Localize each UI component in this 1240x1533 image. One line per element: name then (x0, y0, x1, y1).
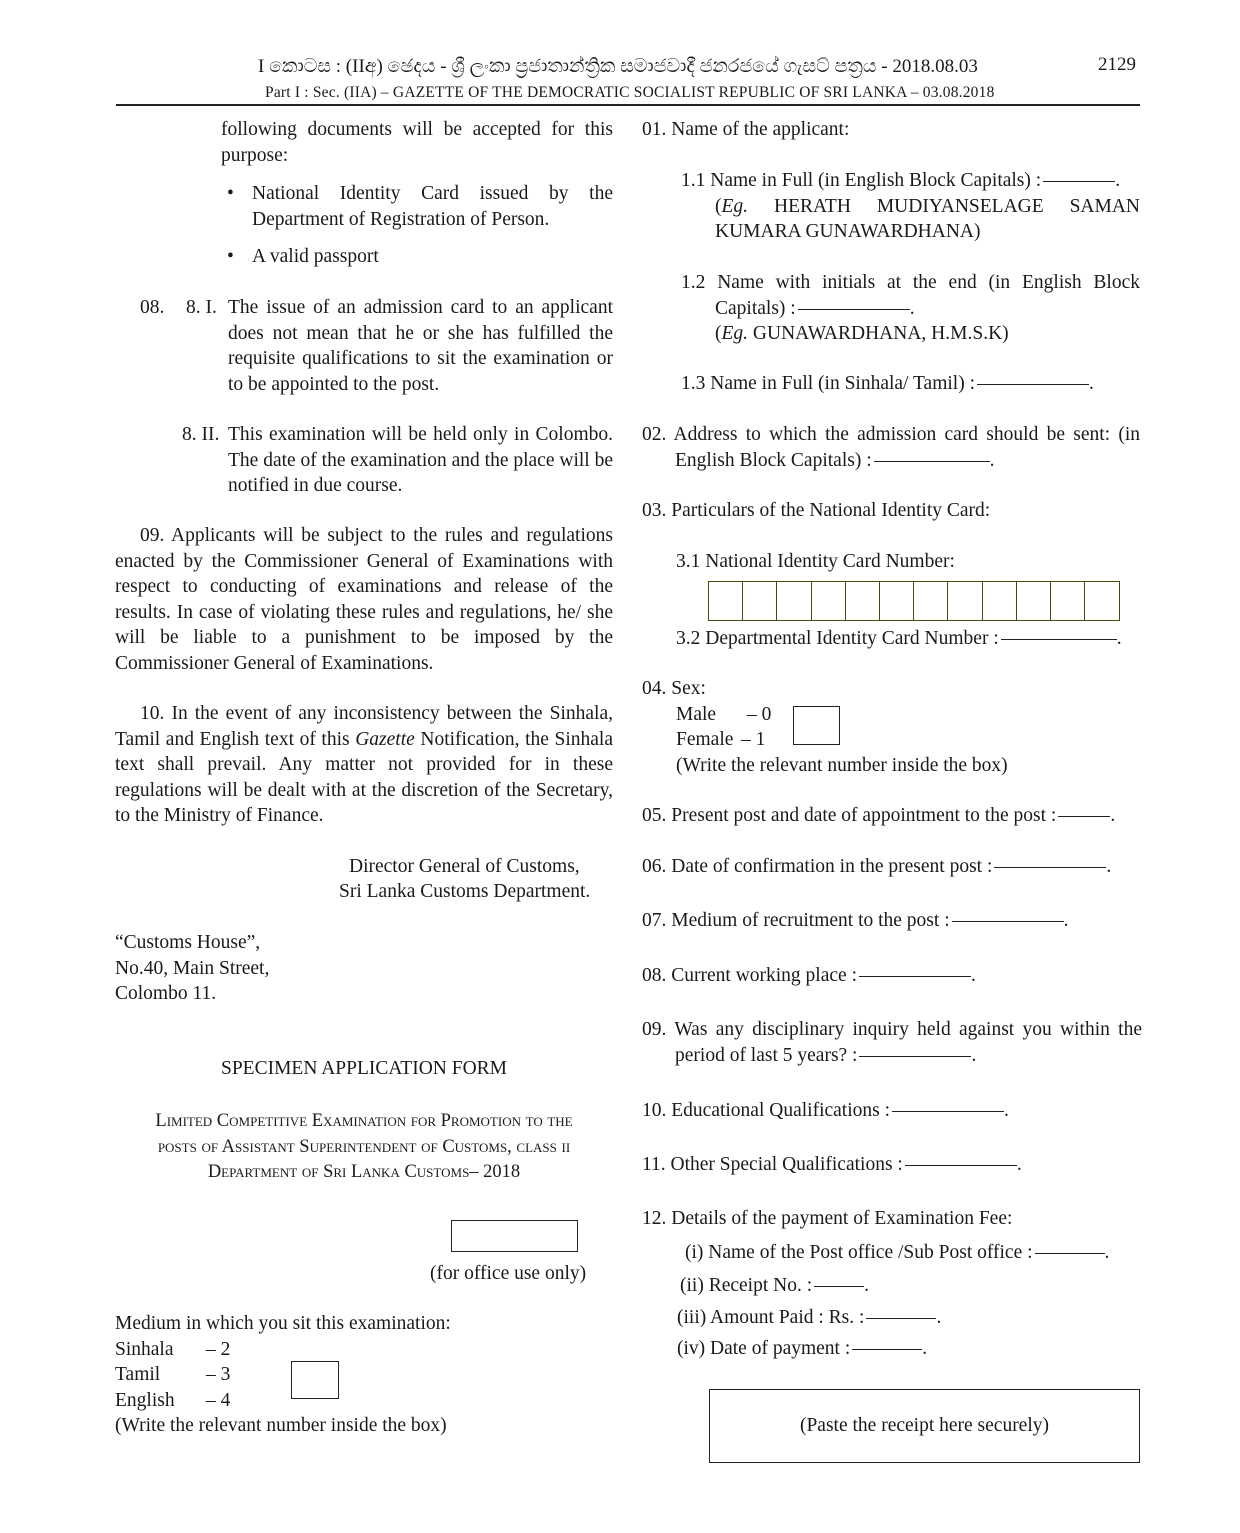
medium-option-code: – 4 (206, 1390, 231, 1411)
question-11-label: 11. Other Special Qualifications : (642, 1154, 903, 1175)
nic-digit-box[interactable] (1017, 582, 1051, 620)
sex-note: (Write the relevant number inside the box) (676, 755, 1008, 776)
payment-item: (i) Name of the Post office /Sub Post office : . (685, 1242, 1110, 1263)
question-1-3: 1.3 Name in Full (in Sinhala/ Tamil) : . (681, 373, 1094, 394)
example-prefix: Eg. (721, 195, 749, 217)
sex-option-code: – 0 (747, 704, 772, 725)
sex-input-box[interactable] (793, 706, 840, 745)
question-06-label: 06. Date of confirmation in the present post : (642, 856, 993, 877)
address-line: Colombo 11. (115, 983, 217, 1004)
question-03: 03. Particulars of the National Identity Card: (642, 500, 991, 521)
address-line: “Customs House”, (115, 932, 261, 953)
office-use-label: (for office use only) (430, 1263, 587, 1284)
payment-item-label: (ii) Receipt No. : (680, 1275, 813, 1296)
nic-digit-box[interactable] (1051, 582, 1085, 620)
question-06: 06. Date of confirmation in the present post : . (642, 856, 1112, 877)
payment-item: (iv) Date of payment : . (677, 1338, 928, 1359)
paragraph-10-text-b: Notification, the Sinhala text shall prevail. Any matter not provided for in these regulations will be dealt with at the discretion of the Secretary, to the Ministry of Finance. (115, 728, 613, 826)
answer-line[interactable] (892, 1111, 1004, 1112)
question-1-3-label: 1.3 Name in Full (in Sinhala/ Tamil) : (681, 373, 975, 394)
paragraph-10-text-a: 10. In the event of any inconsistency between the Sinhala, Tamil and English text of this (115, 703, 613, 750)
receipt-paste-box[interactable] (709, 1389, 1140, 1463)
sex-option-label: Male (676, 704, 717, 725)
question-3-2: 3.2 Departmental Identity Card Number : . (676, 628, 1122, 649)
paragraph-08-number: 08. (140, 297, 165, 318)
paragraph-8-2-number: 8. II. (182, 424, 220, 445)
list-item: • National Identity Card issued by the Department of Registration of Person. (227, 181, 613, 232)
question-1-2-label: 1.2 Name with initials at the end (in English Block Capitals) : (681, 272, 1140, 319)
payment-item: (ii) Receipt No. : . (680, 1275, 870, 1296)
payment-item-label: (iv) Date of payment : (677, 1338, 851, 1359)
bullet-text: A valid passport (252, 246, 379, 267)
example-prefix: Eg. (721, 323, 749, 344)
example-text: GUNAWARDHANA, H.M.S.K) (752, 323, 1009, 344)
nic-digit-box[interactable] (948, 582, 982, 620)
answer-line[interactable] (798, 309, 910, 310)
exam-title-line: Limited Competitive Examination for Promotion to the (155, 1111, 573, 1131)
nic-digit-box[interactable] (880, 582, 914, 620)
question-05-label: 05. Present post and date of appointment to the post : (642, 805, 1057, 826)
question-1-2-example: (Eg. GUNAWARDHANA, H.M.S.K) (715, 323, 1009, 344)
medium-note: (Write the relevant number inside the box) (115, 1415, 447, 1436)
intro-paragraph: following documents will be accepted for this purpose: (221, 119, 613, 166)
exam-title-line: Department of Sri Lanka Customs– 2018 (207, 1162, 521, 1182)
question-3-2-label: 3.2 Departmental Identity Card Number : (676, 628, 999, 649)
question-07: 07. Medium of recruitment to the post : . (642, 910, 1069, 931)
paragraph-10 (115, 701, 613, 829)
list-item: • A valid passport (227, 244, 613, 270)
question-3-1: 3.1 National Identity Card Number: (676, 551, 955, 572)
question-09-label: 09. Was any disciplinary inquiry held against you within the period of last 5 years? : (642, 1019, 1142, 1066)
question-10: 10. Educational Qualifications : . (642, 1100, 1009, 1121)
nic-digit-box[interactable] (914, 582, 948, 620)
answer-line[interactable] (1043, 181, 1115, 182)
example-text: HERATH MUDIYANSELAGE SAMAN KUMARA GUNAWARDHANA) (715, 195, 1141, 242)
question-1-1-example: (Eg. HERATH MUDIYANSELAGE SAMAN KUMARA GUNAWARDHANA) (715, 195, 1141, 242)
question-1-1-label: 1.1 Name in Full (in English Block Capitals) : (681, 170, 1042, 191)
nic-digit-box[interactable] (983, 582, 1017, 620)
page-number: 2129 (1098, 54, 1136, 75)
answer-line[interactable] (874, 461, 990, 462)
signature-title: Director General of Customs, (349, 856, 580, 877)
nic-digit-box[interactable] (812, 582, 846, 620)
question-08-label: 08. Current working place : (642, 965, 857, 986)
medium-input-box[interactable] (291, 1361, 339, 1399)
receipt-paste-label: (Paste the receipt here securely) (799, 1415, 1050, 1437)
sex-option-code: – 1 (741, 729, 766, 750)
question-01: 01. Name of the applicant: (642, 119, 850, 140)
payment-item: (iii) Amount Paid : Rs. : . (677, 1307, 942, 1328)
nic-digit-box[interactable] (743, 582, 777, 620)
question-07-label: 07. Medium of recruitment to the post : (642, 910, 950, 931)
question-10-label: 10. Educational Qualifications : (642, 1100, 891, 1121)
nic-digit-box[interactable] (709, 582, 743, 620)
address-line: No.40, Main Street, (115, 957, 270, 979)
exam-title-line: posts of Assistant Superintendent of Customs, class ii (157, 1136, 571, 1157)
medium-option-label: English (115, 1390, 175, 1411)
question-02-label: 02. Address to which the admission card should be sent: (in English Block Capitals) : (642, 424, 1140, 471)
nic-digit-box[interactable] (1085, 582, 1119, 620)
question-1-1: 1.1 Name in Full (in English Block Capitals) : . (Eg. HERATH MUDIYANSELAGE SAMAN KUMARA GUNAWARDHANA) (681, 168, 1140, 245)
header-english-line: Part I : Sec. (IIA) – GAZETTE OF THE DEMOCRATIC SOCIALIST REPUBLIC OF SRI LANKA – 03.08.2018 (265, 84, 995, 101)
payment-item-label: (iii) Amount Paid : Rs. : (677, 1307, 865, 1328)
answer-line[interactable] (905, 1165, 1017, 1166)
sex-option-label: Female (676, 729, 734, 750)
nic-number-boxes[interactable] (708, 581, 1120, 621)
medium-option-label: Tamil (115, 1364, 161, 1385)
answer-line[interactable] (1035, 1253, 1105, 1254)
question-09: 09. Was any disciplinary inquiry held against you within the period of last 5 years? : . (642, 1019, 1142, 1066)
question-1-2: 1.2 Name with initials at the end (in English Block Capitals) : . (Eg. GUNAWARDHANA, H.M.S.K) (681, 270, 1140, 347)
answer-line[interactable] (859, 1056, 971, 1057)
header-rule (116, 104, 1140, 106)
answer-line[interactable] (866, 1318, 936, 1319)
question-08: 08. Current working place : . (642, 965, 976, 986)
nic-digit-box[interactable] (846, 582, 880, 620)
paragraph-10-italic: Gazette (355, 728, 415, 750)
answer-line[interactable] (994, 867, 1106, 868)
signature-department: Sri Lanka Customs Department. (339, 881, 591, 902)
answer-line[interactable] (852, 1349, 922, 1350)
answer-line[interactable] (977, 384, 1089, 385)
question-04: 04. Sex: (642, 678, 706, 699)
paragraph-8-1-number: 8. I. (186, 297, 217, 318)
bullet-list (227, 181, 613, 270)
medium-heading: Medium in which you sit this examination: (115, 1313, 451, 1334)
header-sinhala-line: I කොටස : (IIඅ) ඡෙදය - ශ්‍රී ලංකා ප්‍රජාතාන්ත්‍රික සමාජවාදී ජනරජයේ ගැසට් පත්‍රය - 2018.08.03 (258, 56, 978, 77)
payment-item-label: (i) Name of the Post office /Sub Post office : (685, 1242, 1033, 1263)
office-use-box (451, 1220, 578, 1252)
question-12: 12. Details of the payment of Examination Fee: (642, 1208, 1013, 1229)
paragraph-8-1: The issue of an admission card to an applicant does not mean that he or she has fulfilled the requisite qualifications to sit the examination or to be appointed to the post. (228, 297, 613, 395)
address-block (115, 930, 269, 1007)
answer-line[interactable] (1058, 816, 1110, 817)
question-02: 02. Address to which the admission card should be sent: (in English Block Capitals) : . (642, 424, 1140, 471)
medium-option-label: Sinhala (115, 1339, 174, 1360)
answer-line[interactable] (1001, 639, 1117, 640)
medium-option-code: – 3 (206, 1364, 231, 1385)
paragraph-09: 09. Applicants will be subject to the rules and regulations enacted by the Commissioner General of Examinations with respect to conducting of examinations and release of the results. In case of violating these rules and regulations, he/ she will be liable to a punishment to be imposed by the Commissioner General of Examinations. (115, 525, 613, 674)
answer-line[interactable] (814, 1286, 864, 1287)
question-11: 11. Other Special Qualifications : . (642, 1154, 1022, 1175)
exam-title (115, 1109, 613, 1186)
answer-line[interactable] (952, 921, 1064, 922)
medium-option-code: – 2 (206, 1339, 231, 1360)
paragraph-8-2: This examination will be held only in Colombo. The date of the examination and the place will be notified in due course. (228, 424, 613, 496)
bullet-text: National Identity Card issued by the Department of Registration of Person. (252, 183, 613, 230)
question-05: 05. Present post and date of appointment to the post : . (642, 805, 1116, 826)
answer-line[interactable] (859, 976, 971, 977)
form-title: SPECIMEN APPLICATION FORM (220, 1058, 508, 1079)
nic-digit-box[interactable] (777, 582, 811, 620)
